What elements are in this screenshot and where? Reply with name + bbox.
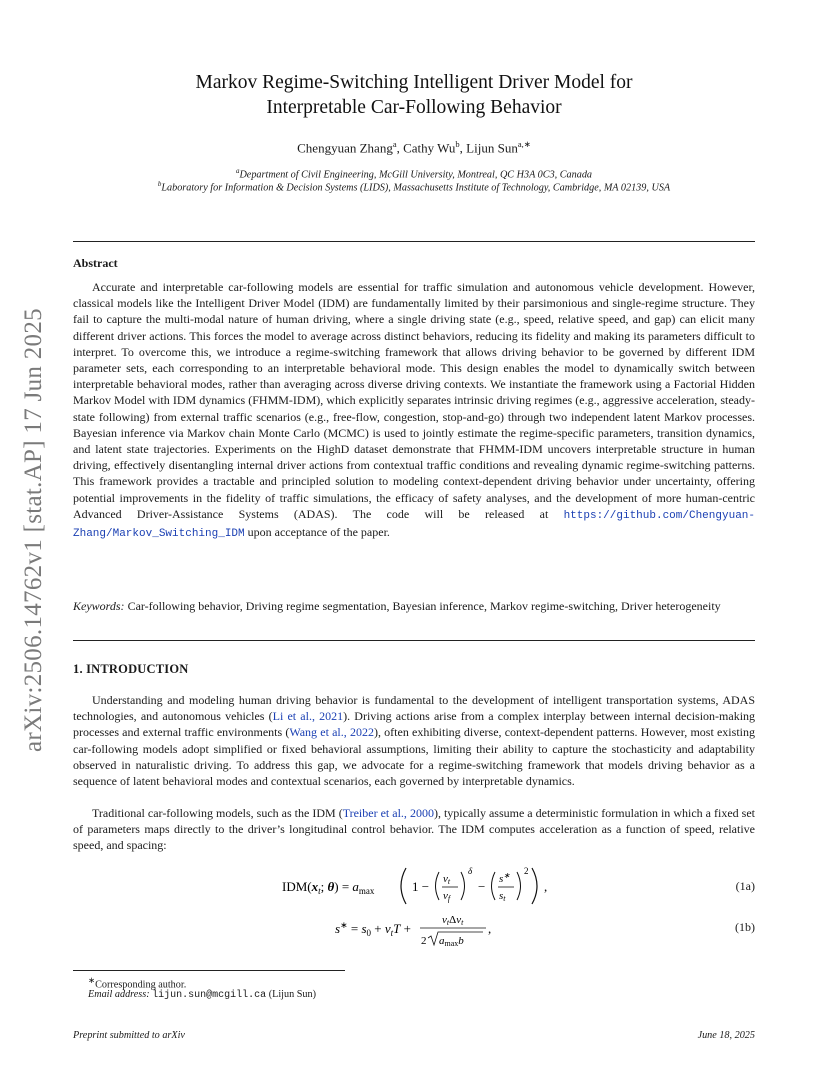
abstract-tail: upon acceptance of the paper. <box>244 525 390 540</box>
author-1: Chengyuan Zhang <box>297 140 393 156</box>
affiliation-b <box>73 180 755 193</box>
title-line-1: Markov Regime-Switching Intelligent Driver Model for <box>195 72 633 93</box>
eq1a-lhs: $IDM(x_t$; $\theta) = a_{max}$ <box>282 879 375 896</box>
equation-number-1b: (1b) <box>735 920 755 934</box>
keywords <box>73 598 755 614</box>
footnote-email <box>88 989 316 1001</box>
eq1a-delta: δ <box>468 866 473 876</box>
eq1a-one-minus: 1 − <box>412 879 430 894</box>
eq1b-den-amax-b: amaxb <box>439 935 464 948</box>
author-sep-2: , <box>459 140 467 156</box>
affiliation-a-text: Department of Civil Engineering, McGill University, Montreal, QC H3A 0C3, Canada <box>239 169 593 181</box>
eq1b-numerator: vtΔvt <box>442 914 464 927</box>
affiliation-b-text: Laboratory for Information & Decision Systems (LIDS), Massachusetts Institute of Technology, Cambridge, MA 02139, USA <box>161 182 671 194</box>
eq1a-minus: − <box>478 879 486 894</box>
equation-1b <box>300 906 680 954</box>
abstract-heading: Abstract <box>73 256 118 270</box>
eq1a-paren-r1 <box>461 872 465 900</box>
eq1b-comma: , <box>488 921 492 936</box>
eq1a-paren-r2 <box>517 872 521 900</box>
eq1b-lhs: $s^∗ = s_0 + v_tT$ + <box>335 920 411 938</box>
citation-treiber-2000[interactable]: Treiber et al., 2000 <box>342 806 434 820</box>
arxiv-identifier: arXiv:2506.14762v1 [stat.AP] 17 Jun 2025 <box>20 308 47 752</box>
citation-li-2021[interactable]: Li et al., 2021 <box>272 709 344 724</box>
eq1a-vt: vt <box>443 873 451 886</box>
author-2-affil: b <box>455 139 460 149</box>
eq1a-paren-l1 <box>436 872 440 900</box>
arxiv-sidebar <box>4 270 64 790</box>
intro-p1-text-c: ), often exhibiting diverse, context-dependent patterns. However, most existing car-following models adopt simplified or fixed behavioral assumptions, limiting their ability to capture the stochasticity and adaptability observed in naturalistic driving. To address this gap, we advocate for a regime-switching framework that models driving behavior as a sequence of latent behavioral modes and contextual scenarios, each governed by interpretable dynamics. <box>73 725 755 789</box>
keywords-text: Car-following behavior, Driving regime segmentation, Bayesian inference, Markov regime-switching, Driver heterogeneity <box>124 599 721 613</box>
author-3: Lijun Sun <box>466 140 518 156</box>
footer-date: June 18, 2025 <box>697 1030 755 1041</box>
title-line-2: Interpretable Car-Following Behavior <box>266 97 562 118</box>
email-address[interactable]: lijun.sun@mcgill.ca <box>152 990 267 1001</box>
eq1a-paren-l2 <box>492 872 496 900</box>
eq1a-st: st <box>499 890 506 903</box>
abstract-top-rule <box>73 241 755 242</box>
eq1a-vf: vf <box>443 890 451 903</box>
intro-p2-text-a: Traditional car-following models, such as the IDM ( <box>92 806 343 820</box>
abstract-body <box>73 279 755 542</box>
footnote-mark: ∗ <box>88 975 96 985</box>
intro-paragraph-1 <box>73 692 755 789</box>
author-3-affil: a,∗ <box>517 139 531 149</box>
email-label: Email address: <box>88 989 150 1000</box>
intro-paragraph-2 <box>73 805 755 854</box>
author-sep-1: , <box>396 140 404 156</box>
paper-title <box>73 70 755 120</box>
email-name: (Lijun Sun) <box>266 989 316 1000</box>
author-list <box>73 139 755 156</box>
section-heading-introduction: 1. INTRODUCTION <box>73 662 189 676</box>
author-2: Cathy Wu <box>403 140 456 156</box>
citation-wang-2022[interactable]: Wang et al., 2022 <box>289 725 374 740</box>
intro-p2-text-b: ), typically assume a deterministic formulation in which a fixed set of parameters maps directly to the driver’s longitudinal control behavior. The IDM computes acceleration as a function of speed, relative speed, and spacing: <box>73 806 755 853</box>
intro-p1-text-a: Understanding and modeling human driving behavior is fundamental to the development of intelligent transportation systems, ADAS technologies, and autonomous vehicles ( <box>73 693 755 724</box>
affiliation-b-mark: b <box>157 180 162 188</box>
eq1a-sstar: s∗ <box>499 871 510 885</box>
abstract-bottom-rule <box>73 640 755 641</box>
footer-preprint: Preprint submitted to arXiv <box>73 1030 185 1041</box>
intro-p1-text-b: ). Driving actions arise from a complex interplay between internal decision-making processes and external traffic environments ( <box>73 709 756 740</box>
affiliation-a <box>73 167 755 180</box>
affiliation-a-mark: a <box>235 167 240 175</box>
eq1b-den-two: 2 <box>421 935 427 947</box>
code-url-link[interactable]: https://github.com/Chengyuan-Zhang/Markov_Switching_IDM <box>73 509 755 541</box>
abstract-text: Accurate and interpretable car-following models are essential for traffic simulation and autonomous vehicle development. However, classical models like the Intelligent Driver Model (IDM) are fundamentally limited by their parsimonious and single-regime structure. They fail to capture the multi-modal nature of human driving, where a single driving state (e.g., speed, relative speed, and gap) can elicit many different driver actions. This forces the model to average across distinct behaviors, reducing its fidelity and making its parameters difficult to interpret. To overcome this, we introduce a regime-switching framework that allows driving behavior to be governed by different IDM parameter sets, each corresponding to an interpretable behavioral mode. This design enables the model to dynamically switch between interpretable behavioral modes, rather than averaging across diverse driving contexts. We instantiate the framework using a Factorial Hidden Markov Model with IDM dynamics (FHMM-IDM), which explicitly separates intrinsic driving regimes (e.g., aggressive acceleration, steady-state following) from external traffic scenarios (e.g., free-flow, congestion, stop-and-go) through two independent latent Markov processes. Bayesian inference via Markov chain Monte Carlo (MCMC) is used to jointly estimate the regime-specific parameters, transition dynamics, and latent state trajectories. Experiments on the HighD dataset demonstrate that FHMM-IDM uncovers interpretable structure in human driving, effectively disentangling internal driver actions from contextual traffic conditions and revealing dynamic regime-switching patterns. This framework provides a tractable and principled solution to modeling context-dependent driving behavior under uncertainty, offering potential improvements in the fidelity of traffic simulations, the efficacy of safety analyses, and the development of more human-centric Advanced Driver-Assistance Systems (ADAS). The code will be released at <box>73 280 755 521</box>
equation-1a <box>260 862 680 910</box>
eq1a-big-paren-right <box>532 868 537 904</box>
eq1a-square: 2 <box>524 866 529 876</box>
author-1-affil: a <box>392 139 397 149</box>
eq1a-comma: , <box>544 879 548 894</box>
equation-number-1a: (1a) <box>735 879 755 893</box>
footnote-rule <box>73 970 345 971</box>
footnote-text: Corresponding author. <box>95 979 187 991</box>
eq1a-big-paren-left <box>401 868 406 904</box>
keywords-label: Keywords: <box>73 599 125 613</box>
